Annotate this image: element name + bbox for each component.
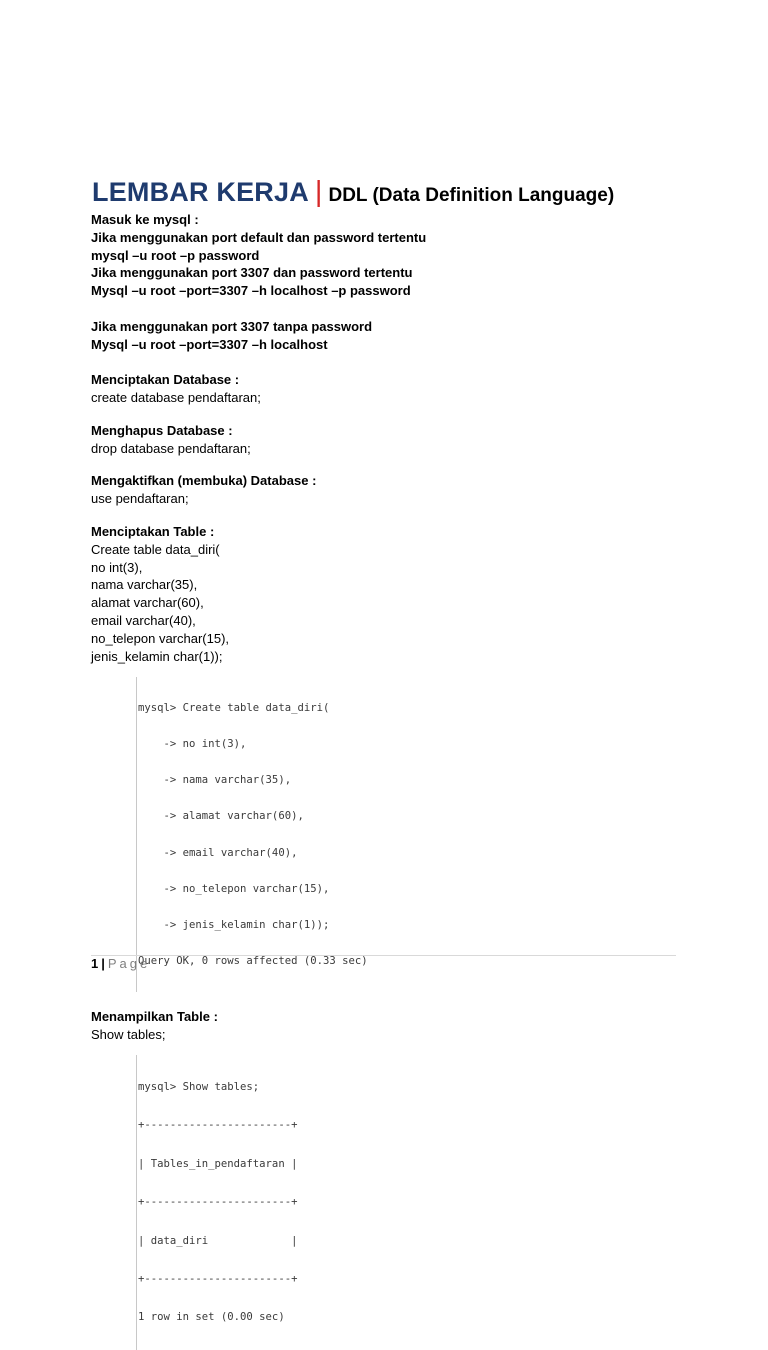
login-line: Jika menggunakan port default dan password tertentu [91, 229, 427, 245]
page-title [92, 176, 614, 209]
title-subtitle: DDL (Data Definition Language) [328, 185, 615, 206]
terminal-line: +-----------------------+ [138, 1196, 298, 1209]
document-body [91, 211, 691, 1350]
use-db-code: use pendaftaran; [91, 491, 189, 507]
show-tables-terminal-screenshot [136, 1055, 318, 1349]
terminal-line: 1 row in set (0.00 sec) [138, 1311, 285, 1324]
use-db-heading: Mengaktifkan (membuka) Database : [91, 473, 317, 489]
login-line: Jika menggunakan port 3307 tanpa password [91, 318, 373, 334]
terminal-line: -> no_telepon varchar(15), [138, 882, 330, 895]
terminal-line: | Tables_in_pendaftaran | [138, 1157, 298, 1170]
create-table-heading: Menciptakan Table : [91, 523, 215, 539]
drop-db-heading: Menghapus Database : [91, 422, 233, 438]
show-tables-heading: Menampilkan Table : [91, 1008, 218, 1024]
create-table-code-line: Create table data_diri( [91, 541, 220, 557]
footer-separator: | [101, 956, 105, 971]
show-tables-code: Show tables; [91, 1026, 166, 1042]
terminal-line: -> nama varchar(35), [138, 774, 292, 787]
terminal-line: Query OK, 0 rows affected (0.33 sec) [138, 955, 368, 968]
terminal-line: -> no int(3), [138, 737, 247, 750]
title-main: LEMBAR KERJA [92, 177, 309, 207]
terminal-line: mysql> Create table data_diri( [138, 701, 330, 714]
terminal-line: | data_diri | [138, 1234, 298, 1247]
terminal-line: -> alamat varchar(60), [138, 810, 304, 823]
page-label: Page [107, 956, 151, 971]
login-line: mysql –u root –p password [91, 247, 260, 263]
create-db-code: create database pendaftaran; [91, 389, 261, 405]
create-table-code-line: no_telepon varchar(15), [91, 630, 230, 646]
terminal-line: -> email varchar(40), [138, 846, 298, 859]
create-table-code-line: email varchar(40), [91, 612, 196, 628]
login-line: Jika menggunakan port 3307 dan password tertentu [91, 265, 413, 281]
page-number: 1 [91, 956, 99, 971]
login-line: Mysql –u root –port=3307 –h localhost –p password [91, 283, 411, 299]
login-line: Mysql –u root –port=3307 –h localhost [91, 336, 328, 352]
page-footer [91, 956, 150, 971]
login-heading: Masuk ke mysql : [91, 212, 199, 227]
title-separator: | [314, 176, 323, 208]
create-table-code-line: jenis_kelamin char(1)); [91, 648, 223, 664]
drop-db-code: drop database pendaftaran; [91, 440, 251, 456]
create-db-heading: Menciptakan Database : [91, 372, 240, 388]
create-table-terminal-screenshot [136, 677, 378, 991]
terminal-line: mysql> Show tables; [138, 1080, 260, 1093]
terminal-line: +-----------------------+ [138, 1272, 298, 1285]
terminal-line: +-----------------------+ [138, 1119, 298, 1132]
create-table-code-line: no int(3), [91, 559, 143, 575]
footer-divider [91, 955, 676, 956]
create-table-code-line: alamat varchar(60), [91, 595, 204, 611]
create-table-code-line: nama varchar(35), [91, 577, 198, 593]
terminal-line: -> jenis_kelamin char(1)); [138, 919, 330, 932]
